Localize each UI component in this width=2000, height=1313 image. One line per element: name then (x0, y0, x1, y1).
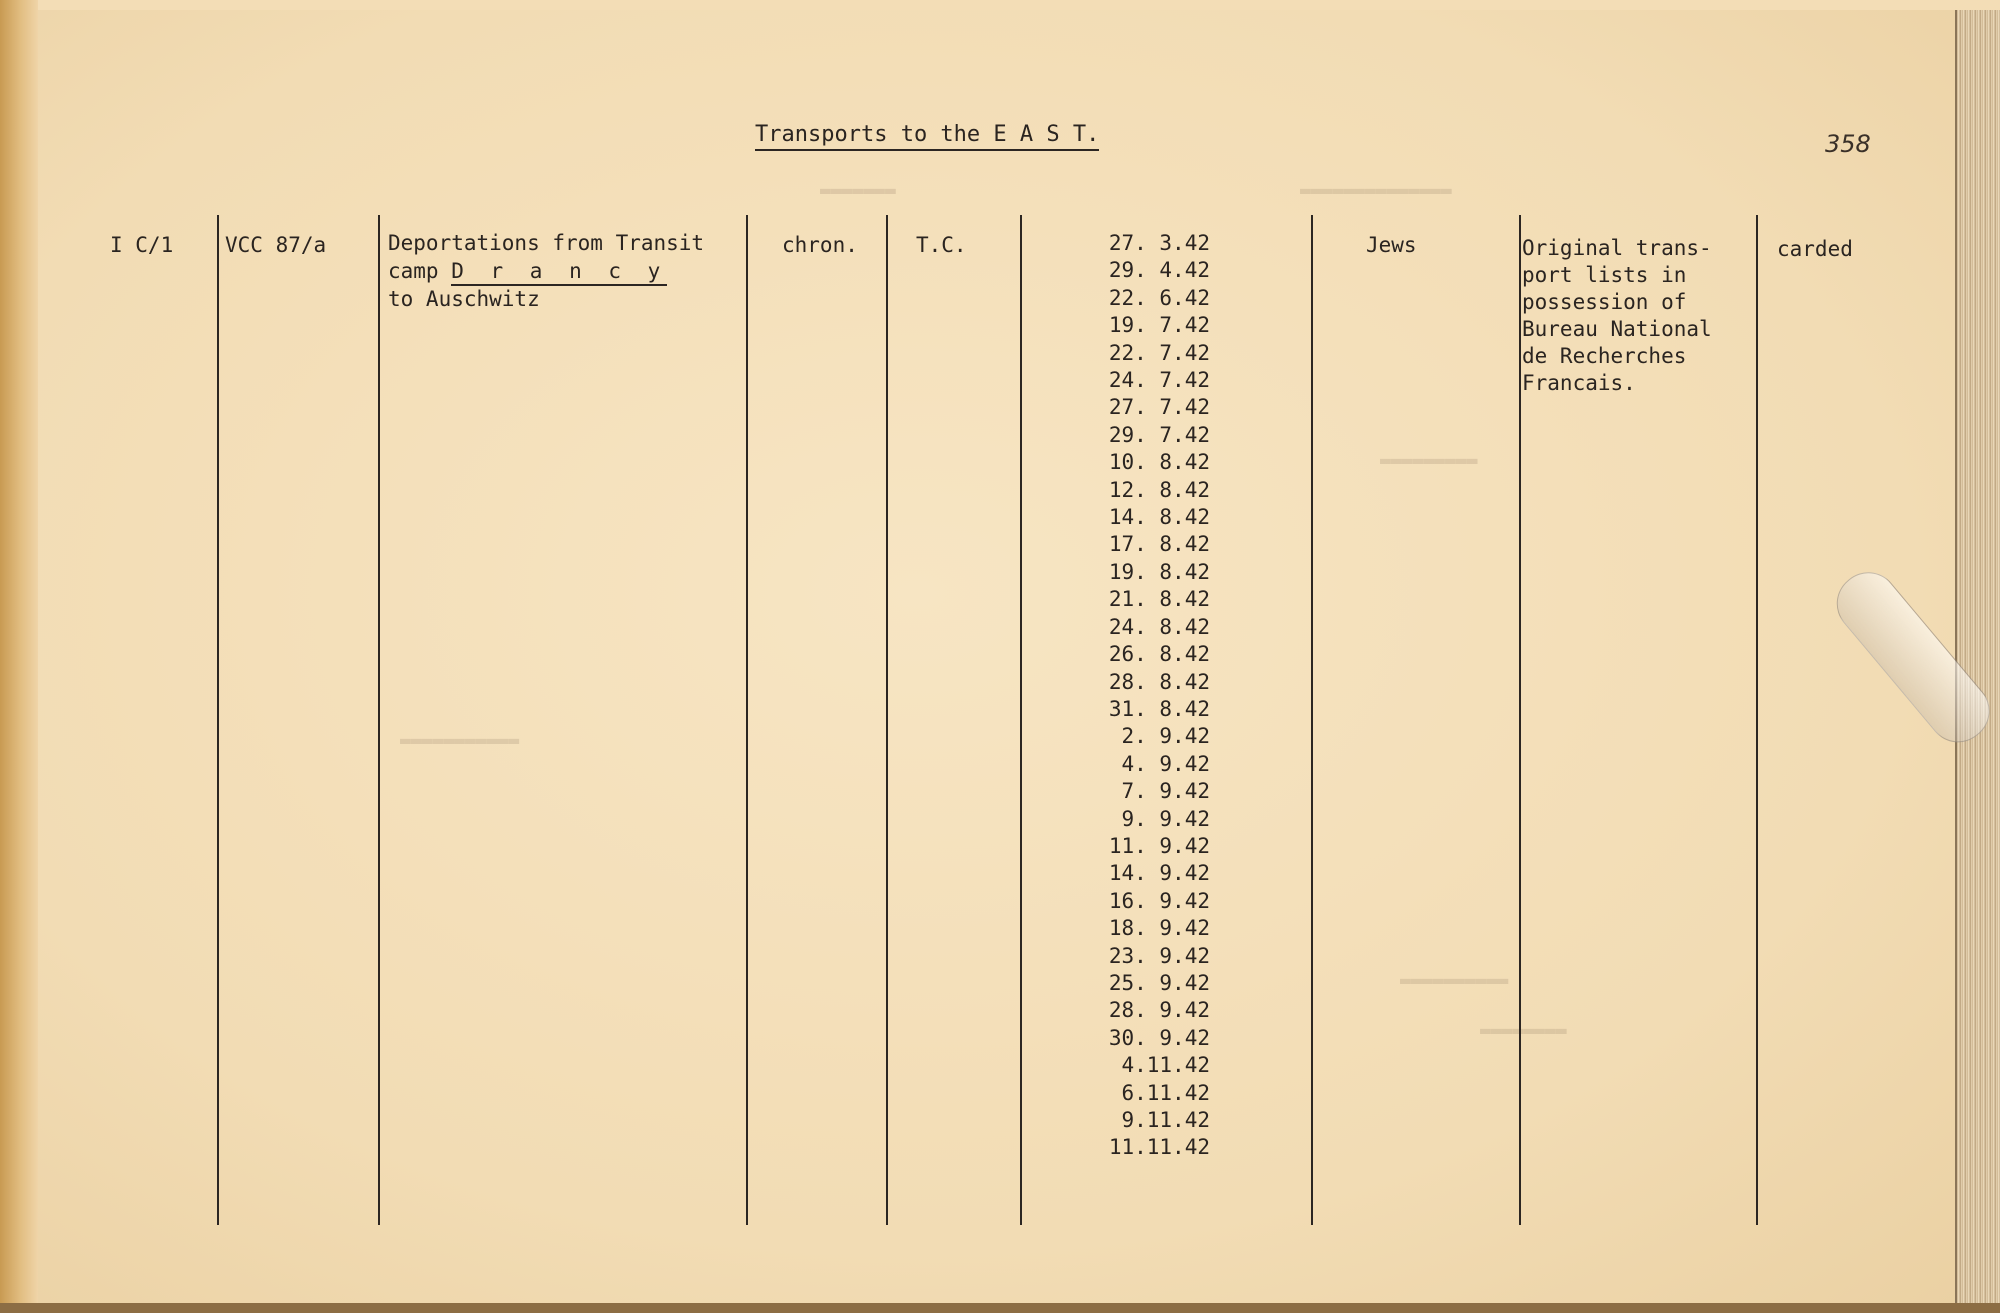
page-title: Transports to the E A S T. (755, 122, 1099, 151)
transport-date: 2. 9.42 (1121, 724, 1210, 749)
series-code: I C/1 (110, 233, 174, 257)
transport-date: 27. 3.42 (1108, 231, 1210, 255)
reference-code: VCC 87/a (225, 233, 327, 257)
transport-date: 26. 8.42 (1108, 642, 1210, 667)
column-rule (378, 215, 380, 1225)
transport-date: 29. 4.42 (1108, 258, 1210, 283)
remark-line: Francais. (1522, 371, 1636, 395)
remarks-note (1522, 235, 1712, 397)
description-line: Deportations from Transit (388, 231, 705, 255)
page-edges (1955, 10, 2000, 1310)
transport-date: 7. 9.42 (1121, 779, 1210, 804)
column-rule (1756, 215, 1758, 1225)
subject-label: Jews (1366, 233, 1417, 257)
transport-date: 10. 8.42 (1108, 450, 1210, 475)
column-rule (1519, 215, 1521, 1225)
transport-date: 30. 9.42 (1108, 1025, 1210, 1050)
status-label: carded (1777, 237, 1853, 261)
column-rule (886, 215, 888, 1225)
camp-name: D r a n c y (451, 259, 667, 286)
remark-line: Bureau National (1522, 317, 1712, 341)
transport-date: 6.11.42 (1121, 1080, 1210, 1105)
transport-date-list (1050, 230, 1210, 1162)
transport-date: 27. 7.42 (1108, 395, 1210, 420)
transport-date: 19. 8.42 (1108, 559, 1210, 584)
book-bottom-edge (0, 1303, 2000, 1313)
transport-date: 11. 9.42 (1108, 833, 1210, 858)
transport-date: 28. 9.42 (1108, 998, 1210, 1023)
show-through-texture: ▬▬▬▬▬▬▬▬▬▬▬ (400, 730, 520, 751)
transport-date: 4.11.42 (1121, 1053, 1210, 1078)
transport-date: 14. 9.42 (1108, 861, 1210, 886)
column-rule (1311, 215, 1313, 1225)
transport-date: 16. 9.42 (1108, 888, 1210, 913)
remark-line: port lists in (1522, 263, 1687, 287)
transport-date: 23. 9.42 (1108, 943, 1210, 968)
show-through-texture: ▬▬▬▬▬▬▬▬▬ (1380, 450, 1478, 471)
show-through-texture: ▬▬▬▬▬▬▬ (820, 180, 896, 201)
transport-date: 24. 8.42 (1108, 614, 1210, 639)
transport-date: 25. 9.42 (1108, 970, 1210, 995)
transport-date: 18. 9.42 (1108, 916, 1210, 941)
type-label: T.C. (916, 233, 967, 257)
transport-date: 11.11.42 (1108, 1135, 1210, 1160)
transport-date: 22. 7.42 (1108, 340, 1210, 365)
transport-date: 9.11.42 (1121, 1108, 1210, 1132)
remark-line: possession of (1522, 290, 1687, 314)
transport-date: 17. 8.42 (1108, 532, 1210, 557)
transport-date: 24. 7.42 (1108, 368, 1210, 393)
transport-date: 12. 8.42 (1108, 477, 1210, 502)
column-rule (1020, 215, 1022, 1225)
book-binding (0, 0, 38, 1313)
column-rule (746, 215, 748, 1225)
remark-line: Original trans- (1522, 236, 1712, 260)
description-prefix: camp (388, 259, 452, 283)
transport-date: 22. 6.42 (1108, 285, 1210, 310)
description-line: to Auschwitz (388, 287, 540, 311)
transport-date: 4. 9.42 (1121, 751, 1210, 776)
show-through-texture: ▬▬▬▬▬▬▬▬▬▬ (1400, 970, 1509, 991)
paper-sheet (38, 10, 1993, 1305)
transport-date: 29. 7.42 (1108, 422, 1210, 447)
show-through-texture: ▬▬▬▬▬▬▬▬ (1480, 1020, 1567, 1041)
transport-date: 21. 8.42 (1108, 587, 1210, 612)
description-line (388, 258, 667, 285)
transport-date: 19. 7.42 (1108, 313, 1210, 338)
order-label: chron. (782, 233, 858, 257)
transport-date: 28. 8.42 (1108, 669, 1210, 694)
transport-date: 14. 8.42 (1108, 505, 1210, 530)
column-rule (217, 215, 219, 1225)
transport-date: 9. 9.42 (1121, 806, 1210, 831)
page-number: 358 (1825, 130, 1871, 158)
transport-date: 31. 8.42 (1108, 696, 1210, 721)
remark-line: de Recherches (1522, 344, 1687, 368)
show-through-texture: ▬▬▬▬▬▬▬▬▬▬▬▬▬▬ (1300, 180, 1452, 201)
